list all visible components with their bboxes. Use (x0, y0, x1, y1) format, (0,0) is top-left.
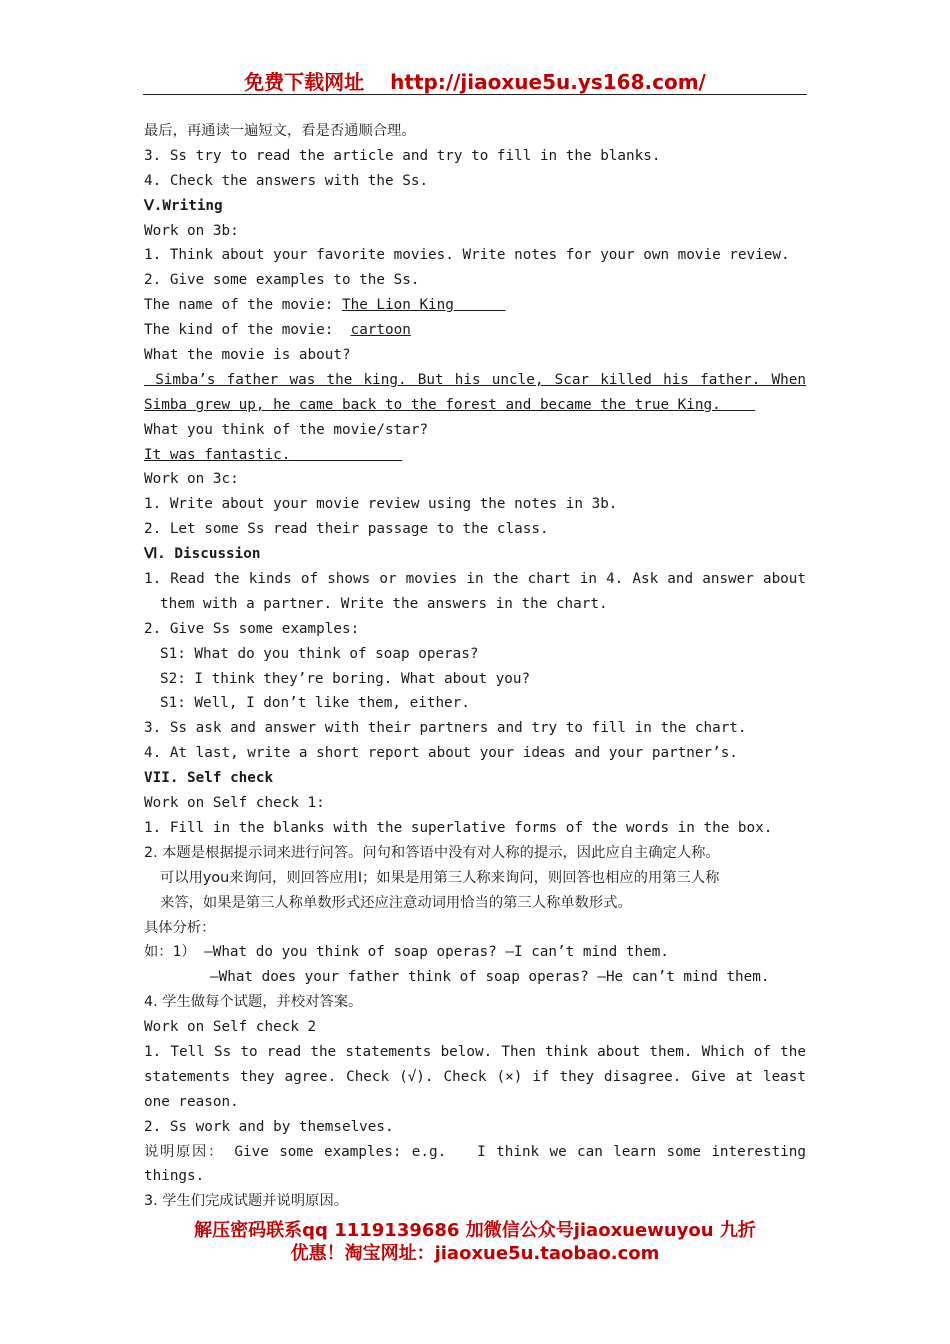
text-line: 4. At last, write a short report about your ideas and your partner’s. (144, 745, 738, 762)
text-line: 2. Let some Ss read their passage to the class. (144, 521, 549, 538)
text-line: 1. Tell Ss to read the statements below. Then think about them. Which of the (144, 1043, 806, 1060)
text-line: 来答，如果是第三人称单数形式还应注意动词用恰当的第三人称单数形式。 (160, 894, 632, 911)
answer-movie-name: The Lion King (341, 297, 454, 314)
text-line: Work on 3c: (144, 471, 239, 488)
text-line: 3. 学生们完成试题并说明原因。 (144, 1193, 349, 1210)
footer-line-1: 解压密码联系qq 1119139686 加微信公众号jiaoxuewuyou 九折 (194, 1220, 756, 1241)
text-line: 说明原因： Give some examples: e.g. I think we can learn some interesting (144, 1143, 806, 1160)
dialogue-line: S1: What do you think of soap operas? (160, 645, 479, 662)
text-line: them with a partner. Write the answers in the chart. (160, 595, 608, 612)
text-line: 2. 本题是根据提示词来进行问答。问句和答语中没有对人称的提示，因此应自主确定人称。 (144, 844, 720, 861)
answer-movie-about-cont: Simba grew up, he came back to the forest and became the true King. (144, 396, 721, 413)
text-line: 2. Ss work and by themselves. (144, 1118, 394, 1135)
answer-movie-about: Simba’s father was the king. But his uncle, Scar killed his father. When (144, 371, 806, 388)
example-line: —What does your father think of soap operas? —He can’t mind them. (210, 969, 770, 986)
text-line: statements they agree. Check (√). Check (×) if they disagree. Give at least (144, 1068, 806, 1085)
text-line (144, 293, 806, 318)
text-line (144, 393, 806, 418)
text-line: Work on Self check 2 (144, 1019, 317, 1036)
text-line: 最后，再通读一遍短文，看是否通顺合理。 (144, 123, 416, 139)
text-line: 1. Think about your favorite movies. Write notes for your own movie review. (144, 247, 790, 264)
example-line: 如：1） —What do you think of soap operas? —I can’t mind them. (144, 944, 669, 961)
field-label: The kind of the movie: (144, 322, 351, 339)
dialogue-line: S1: Well, I don’t like them, either. (160, 695, 470, 712)
text-line (144, 443, 806, 468)
text-line: 1. Read the kinds of shows or movies in the chart in 4. Ask and answer about (144, 571, 806, 588)
page-footer (100, 1219, 850, 1265)
text-line: 1. Fill in the blanks with the superlative forms of the words in the box. (144, 819, 773, 836)
text-line: What you think of the movie/star? (144, 421, 429, 438)
text-line (144, 318, 806, 343)
answer-movie-kind: cartoon (350, 322, 411, 339)
footer-line-2: 优惠！淘宝网址：jiaoxue5u.taobao.com (290, 1243, 660, 1264)
header-label: 免费下载网址 (244, 70, 365, 94)
text-line: 3. Ss ask and answer with their partners and try to fill in the chart. (144, 720, 747, 737)
section-heading-self-check: VII. Self check (144, 770, 274, 787)
dialogue-line: S2: I think they’re boring. What about you? (160, 670, 531, 687)
text-line: one reason. (144, 1093, 239, 1110)
text-line: 3. Ss try to read the article and try to fill in the blanks. (144, 147, 661, 164)
header-url[interactable]: http://jiaoxue5u.ys168.com/ (390, 70, 706, 94)
text-line: things. (144, 1168, 205, 1185)
text-line: 可以用you来询问，则回答应用I；如果是用第三人称来询问，则回答也相应的用第三人称 (160, 869, 720, 886)
section-heading-discussion: Ⅵ. Discussion (144, 546, 261, 563)
document-body (144, 119, 806, 1214)
field-label: The name of the movie: (144, 297, 342, 314)
page-header (143, 66, 807, 95)
text-line: What the movie is about? (144, 347, 351, 364)
answer-opinion: It was fantastic. (144, 446, 291, 463)
text-line: Work on 3b: (144, 222, 239, 239)
text-line: 2. Give some examples to the Ss. (144, 272, 420, 289)
text-line: 4. 学生做每个试题，并校对答案。 (144, 994, 363, 1011)
text-line: 2. Give Ss some examples: (144, 620, 360, 637)
section-heading-writing: Ⅴ.Writing (144, 197, 223, 214)
text-line: 4. Check the answers with the Ss. (144, 172, 429, 189)
text-line: Work on Self check 1: (144, 795, 325, 812)
text-line: 具体分析： (144, 919, 216, 936)
text-line: 1. Write about your movie review using the notes in 3b. (144, 496, 618, 513)
